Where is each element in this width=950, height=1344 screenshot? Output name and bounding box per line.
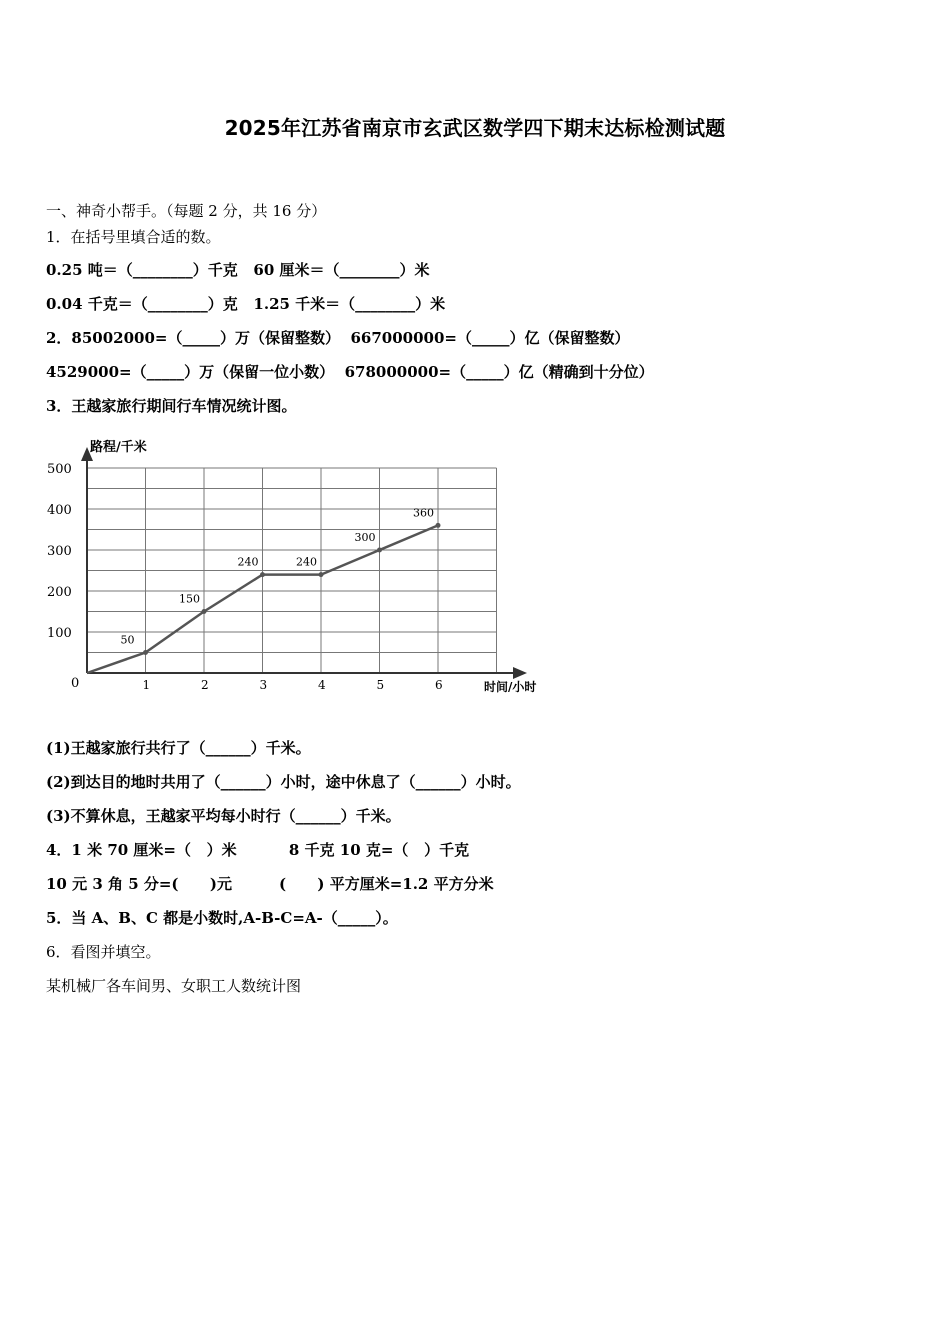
data-point xyxy=(202,609,207,614)
data-label: 300 xyxy=(354,531,376,544)
y-tick-label: 400 xyxy=(47,503,72,518)
x-tick-label: 2 xyxy=(201,678,209,692)
data-point xyxy=(260,572,265,577)
page-title: 2025年江苏省南京市玄武区数学四下期末达标检测试题 xyxy=(224,116,726,140)
x-axis-label: 时间/小时 xyxy=(484,680,537,694)
question-1-line-2: 0.04 千克＝（________）克 1.25 千米＝（________）米 xyxy=(46,295,446,313)
question-4-line-2: 10 元 3 角 5 分=( )元 ( ) 平方厘米=1.2 平方分米 xyxy=(46,875,494,893)
x-tick-label: 3 xyxy=(259,678,268,692)
x-tick-label: 5 xyxy=(376,678,385,692)
question-1-prompt: 1．在括号里填合适的数。 xyxy=(46,228,221,246)
question-3-prompt: 3．王越家旅行期间行车情况统计图。 xyxy=(46,397,297,415)
question-3-sub-2: (2)到达目的地时共用了（______）小时，途中休息了（______）小时。 xyxy=(46,773,521,791)
section-heading: 一、神奇小帮手。（每题 2 分，共 16 分） xyxy=(46,202,327,220)
y-tick-label: 300 xyxy=(47,544,72,559)
data-label: 240 xyxy=(237,555,259,569)
x-tick-label: 4 xyxy=(318,678,326,692)
data-label: 150 xyxy=(179,592,200,606)
question-4-line-1: 4．1 米 70 厘米=（ ）米 8 千克 10 克=（ ）千克 xyxy=(46,841,470,859)
y-tick-label: 100 xyxy=(47,626,72,641)
data-point xyxy=(143,650,148,655)
y-axis-label: 路程/千米 xyxy=(90,440,147,455)
y-tick-label: 500 xyxy=(47,462,72,477)
data-point xyxy=(377,548,382,553)
x-tick-label: 6 xyxy=(435,678,443,692)
y-tick-label: 200 xyxy=(47,585,72,600)
data-point xyxy=(319,572,324,577)
x-tick-label: 1 xyxy=(142,678,151,692)
question-5: 5．当 A、B、C 都是小数时,A-B-C=A-（_____）。 xyxy=(46,909,398,927)
question-6-chart-caption: 某机械厂各车间男、女职工人数统计图 xyxy=(46,977,302,995)
question-2-line-2: 4529000=（_____）万（保留一位小数） 678000000=（_____）亿（精确到十分位） xyxy=(46,363,654,381)
chart-grid xyxy=(87,468,497,673)
question-3-sub-1: (1)王越家旅行共行了（______）千米。 xyxy=(46,739,311,757)
data-label: 360 xyxy=(413,506,434,520)
question-3-sub-3: (3)不算休息，王越家平均每小时行（______）千米。 xyxy=(46,807,401,825)
question-6-prompt: 6．看图并填空。 xyxy=(46,943,161,961)
data-label: 50 xyxy=(120,633,135,647)
question-1-line-1: 0.25 吨＝（________）千克 60 厘米＝（________）米 xyxy=(46,261,430,279)
question-2-line-1: 2．85002000=（_____）万（保留整数） 667000000=（_____）亿（保留整数） xyxy=(46,329,630,347)
data-label: 240 xyxy=(296,555,317,569)
x-axis-arrow-icon xyxy=(513,667,527,679)
travel-distance-line-chart xyxy=(40,432,570,702)
data-point xyxy=(436,523,441,528)
origin-label: 0 xyxy=(71,676,80,691)
